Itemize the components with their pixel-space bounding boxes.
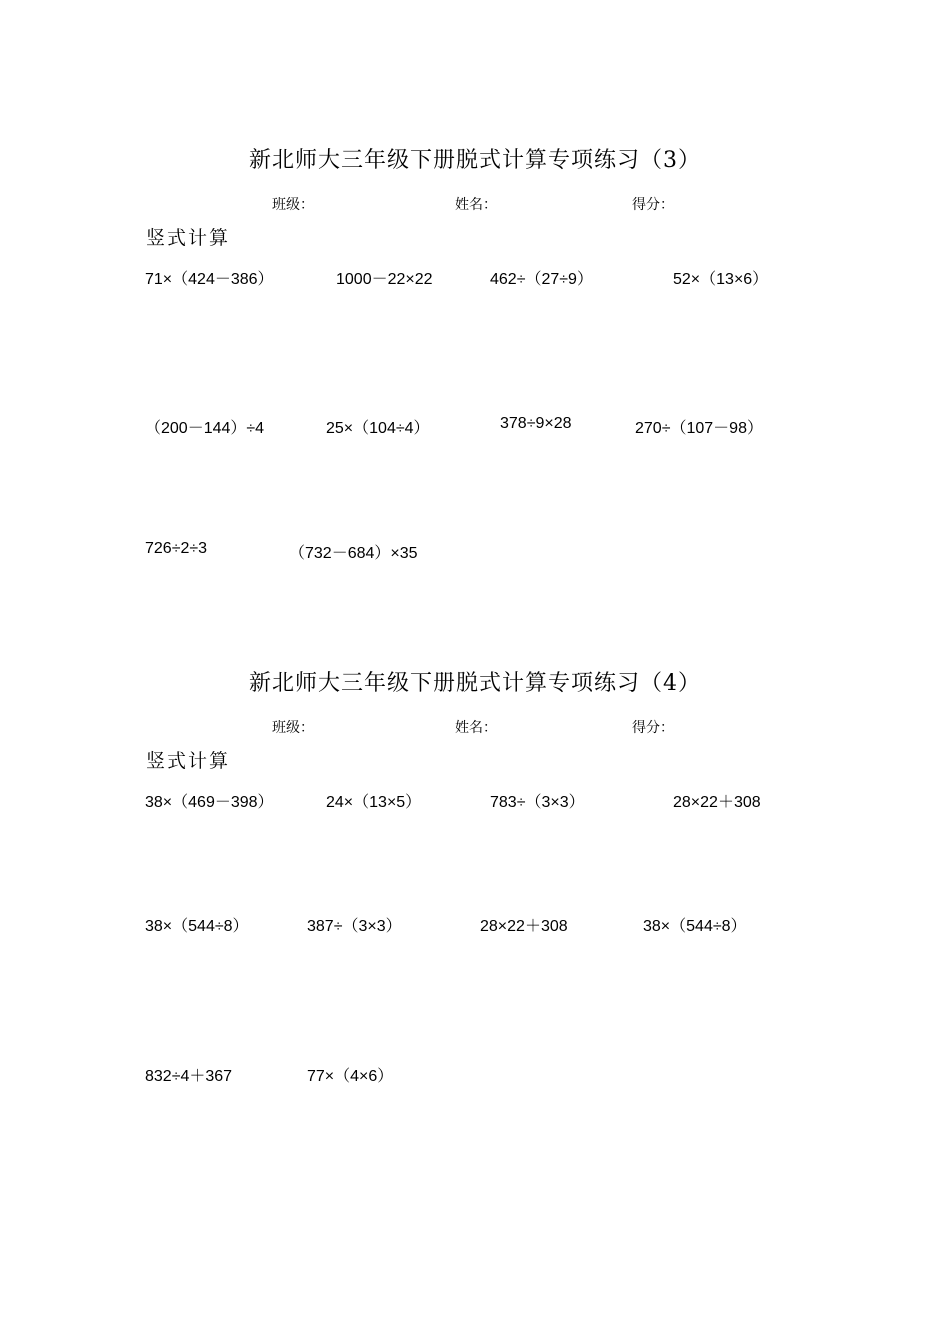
worksheet-title: 新北师大三年级下册脱式计算专项练习（4） xyxy=(249,671,701,696)
problem-item: 378÷9×28 xyxy=(500,415,572,432)
problem-item: 270÷（107－98） xyxy=(635,420,763,437)
problem-item: 1000－22×22 xyxy=(336,271,433,288)
name-label: 姓名： xyxy=(455,197,497,213)
problem-item: 387÷（3×3） xyxy=(307,918,402,935)
class-label: 班级： xyxy=(272,720,314,736)
problem-item: 462÷（27÷9） xyxy=(490,271,593,288)
section-heading: 竖式计算 xyxy=(146,750,231,772)
problem-item: 38×（544÷8） xyxy=(643,918,747,935)
problem-item: 832÷4＋367 xyxy=(145,1068,233,1085)
problem-item: 28×22＋308 xyxy=(673,794,761,811)
problem-item: 726÷2÷3 xyxy=(145,540,208,557)
score-label: 得分： xyxy=(632,197,674,213)
problem-item: 25×（104÷4） xyxy=(326,420,430,437)
problem-item: 38×（544÷8） xyxy=(145,918,249,935)
worksheet-title: 新北师大三年级下册脱式计算专项练习（3） xyxy=(249,148,701,173)
problem-item: （200－144）÷4 xyxy=(145,420,265,437)
problem-item: （732－684）×35 xyxy=(289,545,418,562)
problem-item: 71×（424－386） xyxy=(145,271,274,288)
problem-item: 77×（4×6） xyxy=(307,1068,394,1085)
problem-item: 52×（13×6） xyxy=(673,271,769,288)
name-label: 姓名： xyxy=(455,720,497,736)
problem-item: 24×（13×5） xyxy=(326,794,422,811)
problem-item: 28×22＋308 xyxy=(480,918,568,935)
problem-item: 783÷（3×3） xyxy=(490,794,585,811)
problem-item: 38×（469－398） xyxy=(145,794,274,811)
section-heading: 竖式计算 xyxy=(146,227,231,249)
class-label: 班级： xyxy=(272,197,314,213)
score-label: 得分： xyxy=(632,720,674,736)
